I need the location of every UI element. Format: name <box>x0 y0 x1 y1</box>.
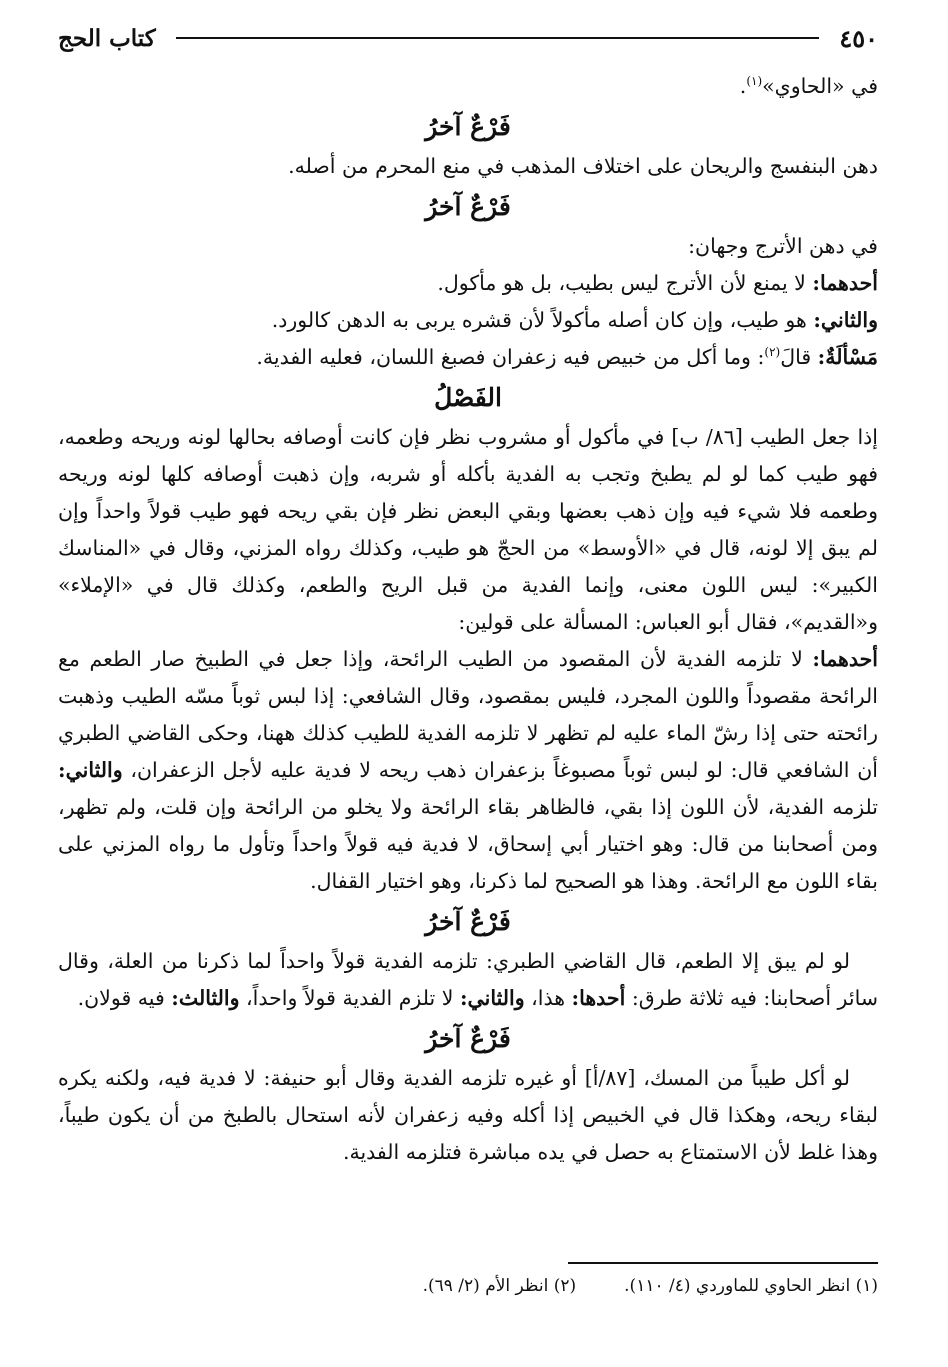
paragraph: مَسْألَةٌ: قالَ$^{(٢)}$: وما أكل من خبيص فيه زعفران فصبغ اللسان، فعليه الفدية. <box>256 345 878 369</box>
section-heading: فَرْعٌ آخرُ <box>425 192 511 221</box>
section-heading: الفَصْلُ <box>434 383 502 412</box>
section-heading: فَرْعٌ آخرُ <box>425 1024 511 1053</box>
paragraph: في دهن الأترج وجهان: <box>688 234 878 258</box>
page-number: ٤٥٠ <box>839 23 878 53</box>
section-heading: فَرْعٌ آخرُ <box>425 112 511 141</box>
footnote-2: (٢) انظر الأم (٢/ ٦٩). <box>422 1276 577 1296</box>
paragraph: أحدهما: لا تلزمه الفدية لأن المقصود من الطيب الرائحة، وإذا جعل في الطبيخ صار الطعم مع الرائحة مقصوداً واللون المجرد، فليس بمقصود، وقال الشافعي: إذا لبس ثوباً مسّه الطيب وذهبت رائحته حتى إذا رشّ الماء عليه لم تظهر لا تلزمه الفدية للطيب كذلك ههنا، وحكى القاضي الطبري أن الشافعي قال: لو لبس ثوباً مصبوغاً بزعفران ذهب ريحه لا فدية عليه لأجل الزعفران، والثاني: تلزمه الفدية، لأن اللون إذا بقي، فالظاهر بقاء الرائحة ولا يخلو من الرائحة وإن قلت، ولم تظهر، ومن أصحابنا من قال: وهو اختيار أبي إسحاق، لا فدية فيه قولاً واحداً وتأول ما رواه المزني على بقاء اللون مع الرائحة. وهذا هو الصحيح لما ذكرنا، وهو اختيار القفال. <box>58 647 878 893</box>
paragraph: أحدهما: لا يمنع لأن الأترج ليس بطيب، بل هو مأكول. <box>437 271 878 295</box>
header-rule <box>176 37 820 39</box>
book-title: كتاب الحج <box>58 24 156 52</box>
footnote-1: (١) انظر الحاوي للماوردي (٤/ ١١٠). <box>624 1276 878 1296</box>
paragraph: لو أكل طيباً من المسك، [٨٧/أ] أو غيره تلزمه الفدية وقال أبو حنيفة: لا فدية فيه، ولكنه يكره لبقاء ريحه، وهكذا قال في الخبيص إذا أكله وفيه زعفران لأنه استحال بالطبخ من أن يكون طيباً، وهذا غلط لأن الاستمتاع به حصل في يده مباشرة فتلزمه الفدية. <box>58 1066 878 1164</box>
main-text <box>58 68 878 1171</box>
footnotes <box>58 1276 878 1296</box>
paragraph: دهن البنفسج والريحان على اختلاف المذهب في منع المحرم من أصله. <box>288 154 878 178</box>
paragraph: إذا جعل الطيب [٨٦/ ب] في مأكول أو مشروب نظر فإن كانت أوصافه بحالها لونه وريحه وطعمه، فهو طيب كما لو لم يطبخ وتجب به الفدية بأكله أو شربه، وإن ذهبت أوصافه كلها لونه وريحه وطعمه فلا شيء فيه وإن ذهب بعضها وبقي البعض نظر فإن بقي ريحه فهو طيب قولاً واحداً وإن لم يبق إلا لونه، قال في «الأوسط» من الحجّ هو طيب، وكذلك رواه المزني، وقال في «المناسك الكبير»: ليس اللون معنى، وإنما الفدية من قبل الريح والطعم، وكذلك قال في «الإملاء» و«القديم»، فقال أبو العباس: المسألة على قولين: <box>58 425 878 634</box>
footnote-ref-1: (١) <box>746 74 763 89</box>
footnote-rule <box>568 1262 878 1264</box>
paragraph: والثاني: هو طيب، وإن كان أصله مأكولاً لأن قشره يربى به الدهن كالورد. <box>271 308 878 332</box>
paragraph: لو لم يبق إلا الطعم، قال القاضي الطبري: تلزمه الفدية قولاً واحداً لما ذكرنا من العلة، وقال سائر أصحابنا: فيه ثلاثة طرق: أحدها: هذا، والثاني: لا تلزم الفدية قولاً واحداً، والثالث: فيه قولان. <box>58 949 878 1010</box>
continuation-line: في «الحاوي»$^{(١)}$. <box>739 74 878 98</box>
section-heading: فَرْعٌ آخرُ <box>425 907 511 936</box>
running-header <box>58 18 878 58</box>
footnote-ref-2: (٢) <box>764 345 781 360</box>
